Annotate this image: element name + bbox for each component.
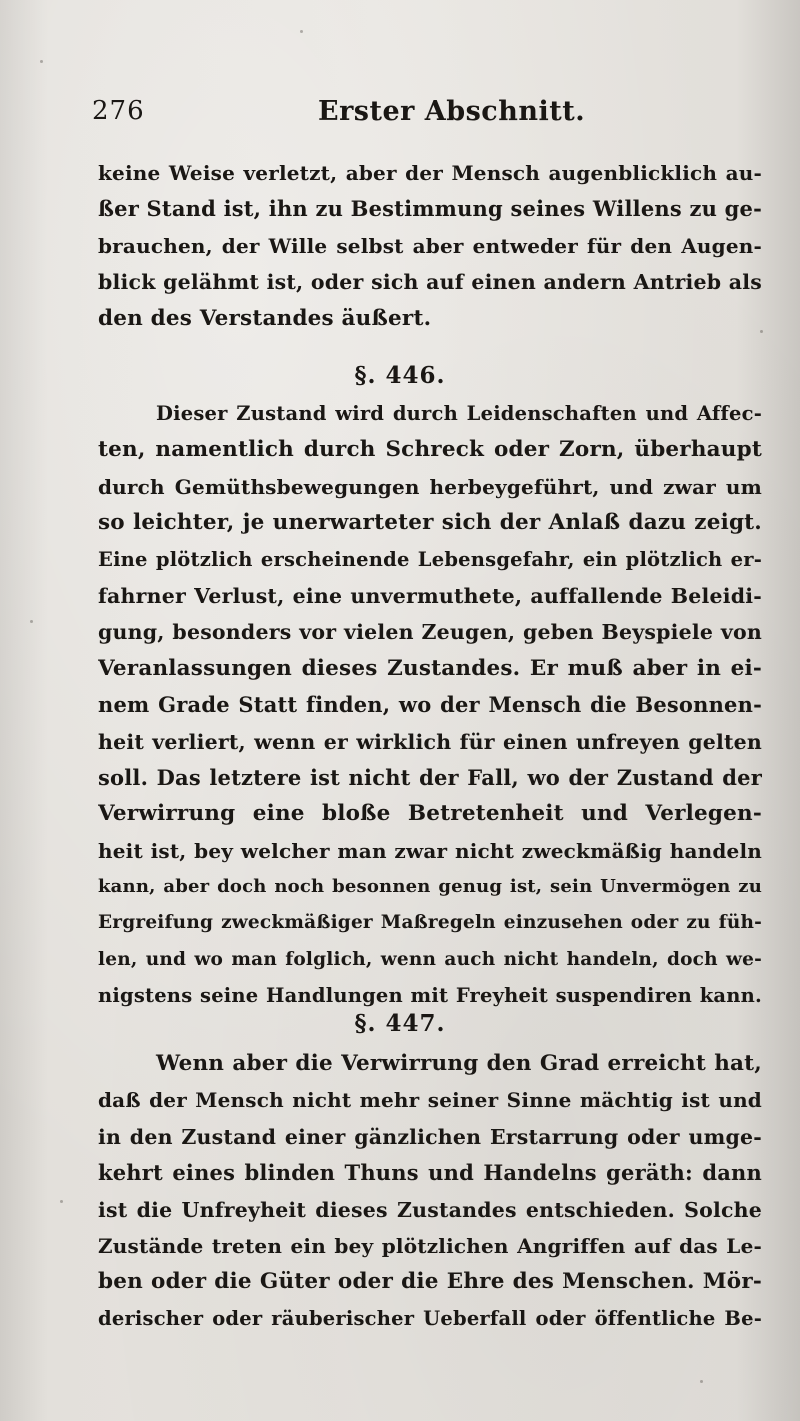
text-line: brauchen, der Wille selbst aber entweder für den Augen- (98, 233, 762, 258)
text-line: Wenn aber die Verwirrung den Grad erreicht hat, (156, 1051, 762, 1076)
text-line: durch Gemüthsbewegungen herbeygeführt, und zwar um (98, 474, 762, 499)
section-heading-446: §. 446. (354, 362, 446, 389)
section-447-paragraph (98, 1046, 762, 1337)
text-line: heit ist, bey welcher man zwar nicht zweckmäßig handeln (98, 838, 762, 863)
page-header (92, 96, 752, 136)
text-line: Ergreifung zweckmäßiger Maßregeln einzusehen oder zu füh- (98, 912, 762, 934)
text-line: heit verliert, wenn er wirklich für einen unfreyen gelten (98, 729, 762, 754)
text-line: blick gelähmt ist, oder sich auf einen andern Antrieb als (98, 270, 762, 295)
page-number: 276 (92, 96, 145, 126)
text-line: ßer Stand ist, ihn zu Bestimmung seines Willens zu ge- (98, 196, 762, 222)
section-heading-447: §. 447. (354, 1010, 446, 1037)
paper-speck (60, 1200, 63, 1203)
text-line: in den Zustand einer gänzlichen Erstarrung oder umge- (98, 1124, 762, 1149)
text-line: ten, namentlich durch Schreck oder Zorn, überhaupt (98, 437, 762, 463)
text-line: fahrner Verlust, eine unvermuthete, auffallende Beleidi- (98, 583, 762, 608)
text-line: Veranlassungen dieses Zustandes. Er muß aber in ei- (98, 655, 762, 681)
text-line: ben oder die Güter oder die Ehre des Menschen. Mör- (98, 1269, 762, 1295)
text-line: keine Weise verletzt, aber der Mensch augenblicklich au- (98, 161, 762, 185)
paper-speck (300, 30, 303, 33)
text-line: den des Verstandes äußert. (98, 305, 432, 331)
text-line: gung, besonders vor vielen Zeugen, geben Beyspiele von (98, 620, 762, 645)
text-line: kehrt eines blinden Thuns und Handelns geräth: dann (98, 1160, 762, 1186)
intro-paragraph (98, 155, 762, 337)
text-line: nigstens seine Handlungen mit Freyheit suspendiren kann. (98, 984, 762, 1008)
text-line: Verwirrung eine bloße Betretenheit und Verlegen- (98, 801, 762, 827)
paper-speck (700, 1380, 703, 1383)
text-line: derischer oder räuberischer Ueberfall oder öffentliche Be- (98, 1306, 762, 1330)
text-line: daß der Mensch nicht mehr seiner Sinne mächtig ist und (98, 1088, 762, 1113)
text-line: kann, aber doch noch besonnen genug ist, sein Unvermögen zu (98, 876, 762, 898)
text-line: ist die Unfreyheit dieses Zustandes entschieden. Solche (98, 1197, 762, 1222)
text-line: soll. Das letztere ist nicht der Fall, wo der Zustand der (98, 764, 762, 790)
text-line: so leichter, je unerwarteter sich der Anlaß dazu zeigt. (98, 510, 762, 536)
section-446-paragraph (98, 396, 762, 1015)
text-line: len, und wo man folglich, wenn auch nicht handeln, doch we- (98, 948, 762, 970)
text-line: Eine plötzlich erscheinende Lebensgefahr, ein plötzlich er- (98, 547, 762, 571)
paper-speck (40, 60, 43, 63)
text-line: Zustände treten ein bey plötzlichen Angriffen auf das Le- (98, 1233, 762, 1258)
paper-speck (30, 620, 33, 623)
text-line: nem Grade Statt finden, wo der Mensch die Besonnen- (98, 692, 762, 718)
text-line: Dieser Zustand wird durch Leidenschaften und Affec- (156, 402, 762, 425)
running-head: Erster Abschnitt. (318, 96, 586, 127)
